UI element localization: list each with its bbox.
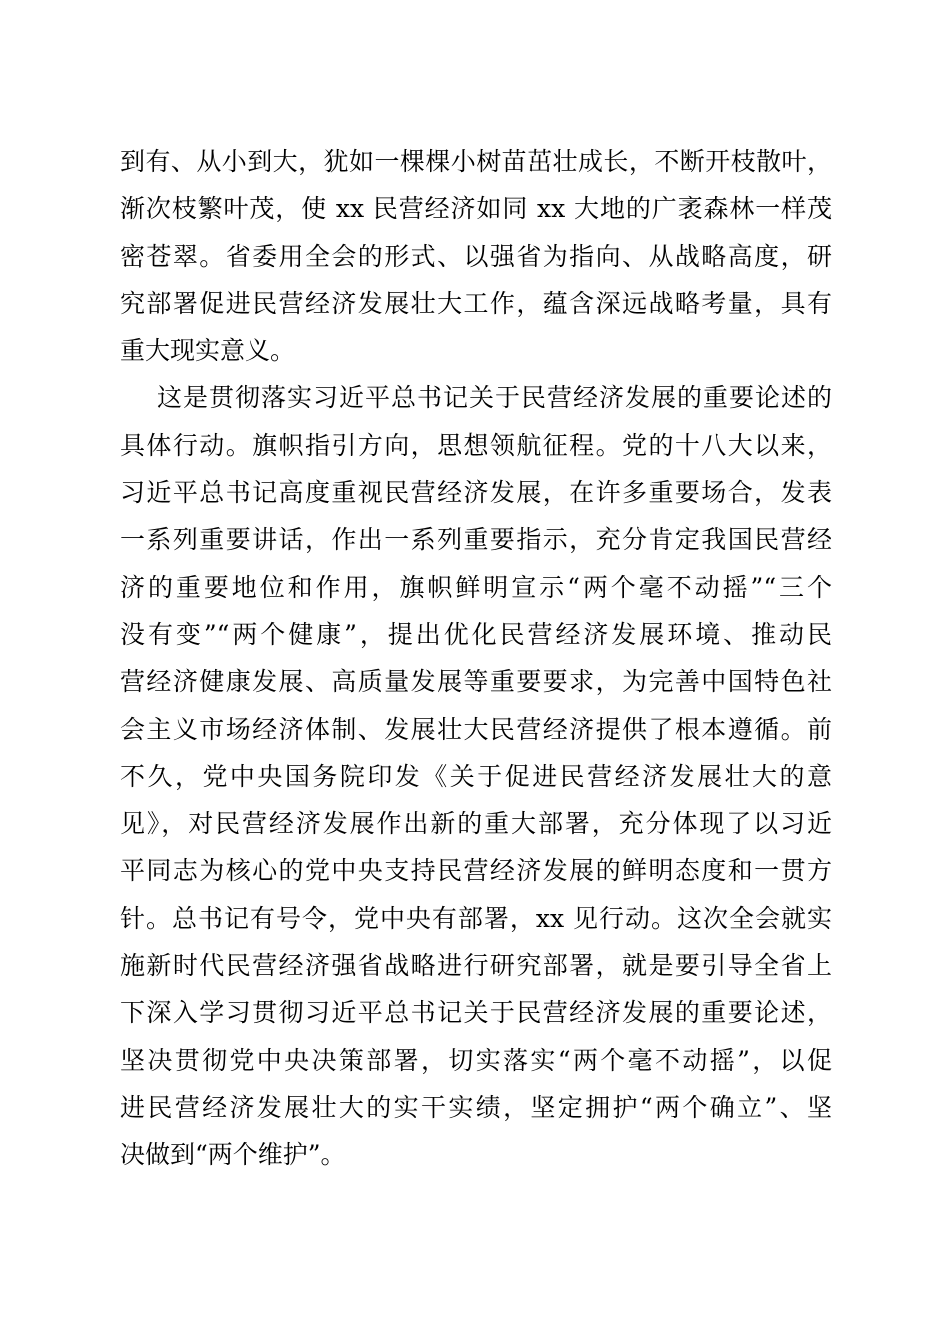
text-line: 济的重要地位和作用，旗帜鲜明宣示“两个毫不动摇”“三个	[120, 572, 832, 602]
text-line: 渐次枝繁叶茂，使 xx 民营经济如同 xx 大地的广袤森林一样茂	[120, 194, 832, 224]
text-line: 这是贯彻落实习近平总书记关于民营经济发展的重要论述的	[157, 383, 832, 413]
body-text	[120, 138, 832, 1179]
text-line: 一系列重要讲话，作出一系列重要指示，充分肯定我国民营经	[120, 525, 832, 555]
text-line: 平同志为核心的党中央支持民营经济发展的鲜明态度和一贯方	[120, 856, 832, 886]
text-line: 见》，对民营经济发展作出新的重大部署，充分体现了以习近	[120, 809, 832, 839]
text-line: 具体行动。旗帜指引方向，思想领航征程。党的十八大以来，	[120, 430, 832, 460]
text-line: 决做到“两个维护”。	[120, 1140, 346, 1170]
text-line: 会主义市场经济体制、发展壮大民营经济提供了根本遵循。前	[120, 714, 832, 744]
text-line: 到有、从小到大，犹如一棵棵小树苗茁壮成长，不断开枝散叶，	[120, 147, 832, 176]
text-line: 密苍翠。省委用全会的形式、以强省为指向、从战略高度，研	[120, 241, 832, 271]
text-line: 下深入学习贯彻习近平总书记关于民营经济发展的重要论述，	[120, 998, 832, 1028]
text-line: 习近平总书记高度重视民营经济发展，在许多重要场合，发表	[120, 478, 832, 508]
text-line: 坚决贯彻党中央决策部署，切实落实“两个毫不动摇”，以促	[120, 1045, 832, 1075]
paragraph-2	[120, 374, 832, 1178]
text-line: 针。总书记有号令，党中央有部署，xx 见行动。这次全会就实	[120, 903, 832, 933]
text-line: 不久，党中央国务院印发《关于促进民营经济发展壮大的意	[120, 761, 832, 791]
text-line: 营经济健康发展、高质量发展等重要要求，为完善中国特色社	[120, 667, 832, 697]
text-line: 施新时代民营经济强省战略进行研究部署，就是要引导全省上	[120, 951, 832, 981]
paragraph-1	[120, 138, 832, 374]
text-line: 进民营经济发展壮大的实干实绩，坚定拥护“两个确立”、坚	[120, 1092, 832, 1122]
text-line: 没有变”“两个健康”，提出优化民营经济发展环境、推动民	[120, 619, 832, 649]
text-line: 重大现实意义。	[120, 336, 296, 366]
text-line: 究部署促进民营经济发展壮大工作，蕴含深远战略考量，具有	[120, 288, 832, 318]
